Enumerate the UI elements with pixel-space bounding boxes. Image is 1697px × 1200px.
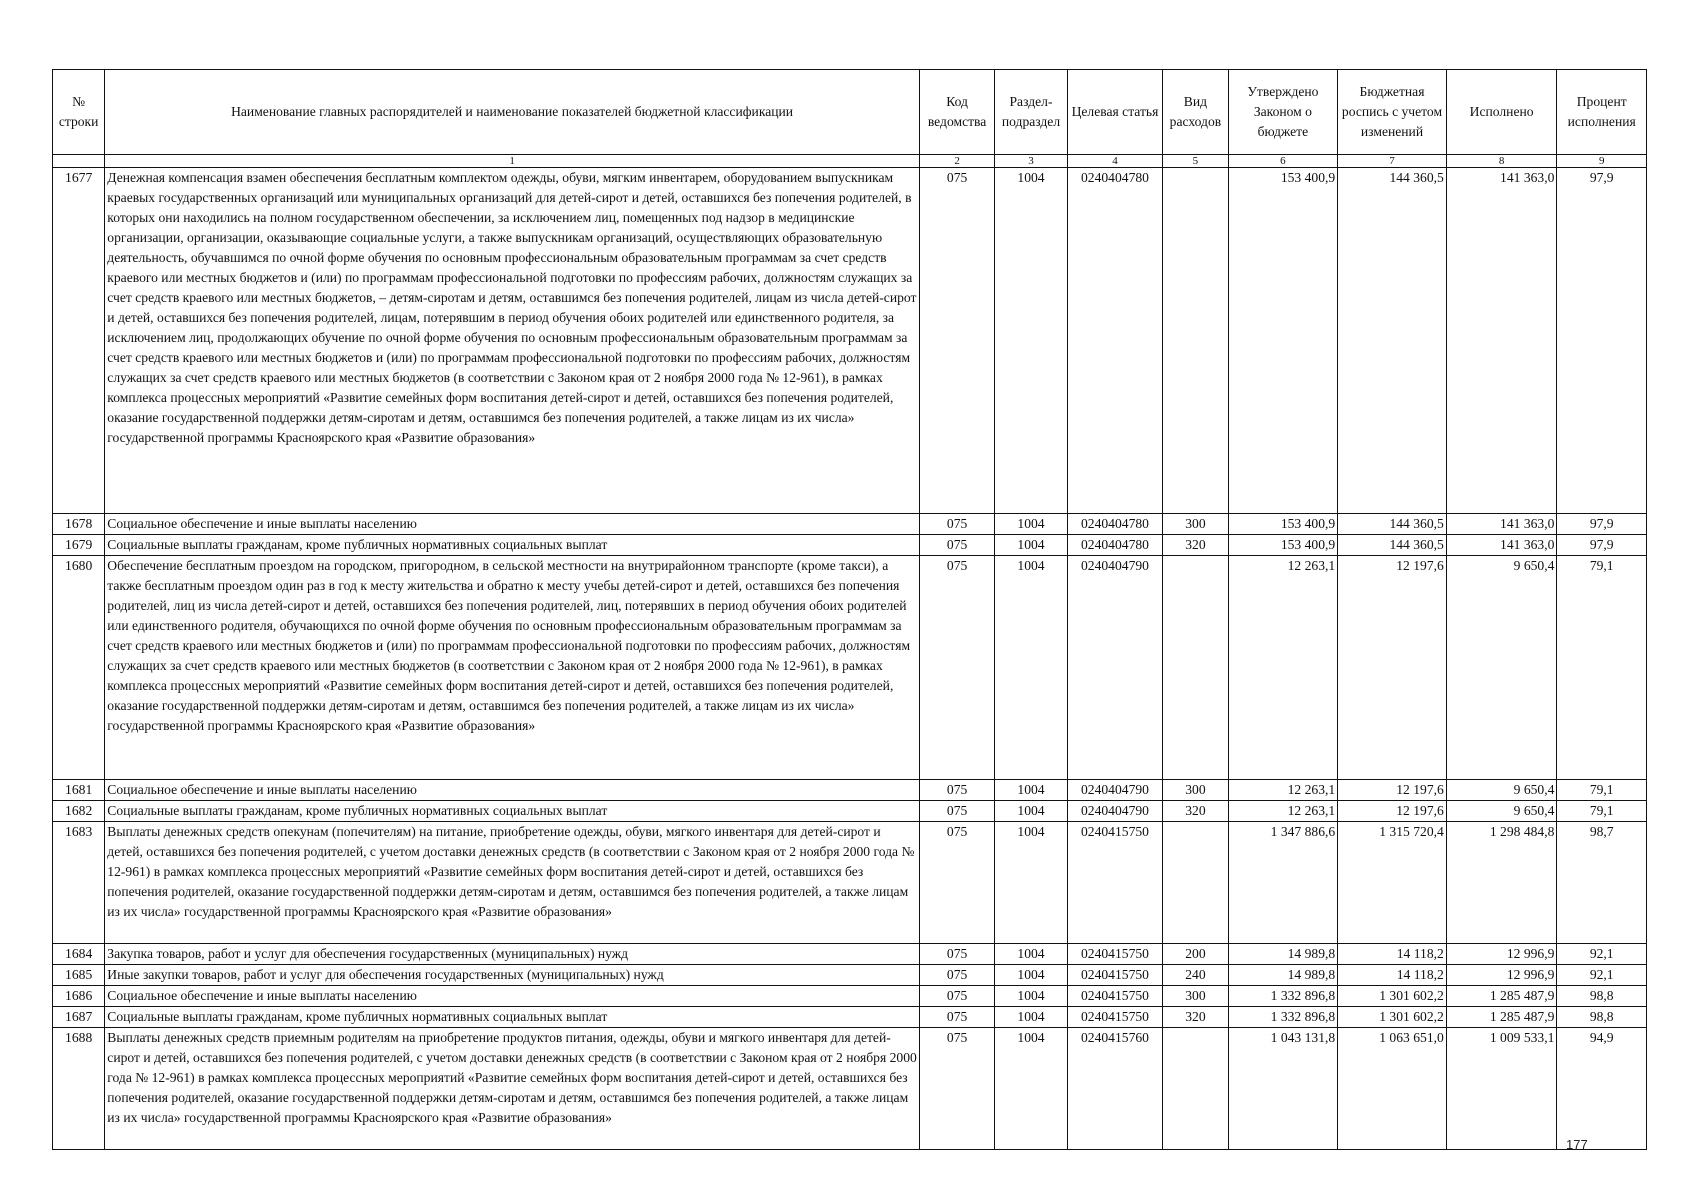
- dept-code: 075: [919, 822, 994, 944]
- dept-code: 075: [919, 965, 994, 986]
- budget-amount: 144 360,5: [1338, 514, 1447, 535]
- section-code: 1004: [995, 556, 1067, 780]
- execution-percent: 97,9: [1557, 168, 1647, 514]
- expense-type: 320: [1163, 801, 1228, 822]
- expense-type: 300: [1163, 780, 1228, 801]
- header-section: Раздел-подраздел: [995, 70, 1067, 155]
- dept-code: 075: [919, 1028, 994, 1150]
- budget-amount: 1 315 720,4: [1338, 822, 1447, 944]
- budget-amount: 12 197,6: [1338, 801, 1447, 822]
- section-code: 1004: [995, 168, 1067, 514]
- execution-percent: 92,1: [1557, 944, 1647, 965]
- target-article: 0240415760: [1067, 1028, 1163, 1150]
- table-row: [53, 535, 1647, 556]
- executed-amount: 12 996,9: [1446, 944, 1557, 965]
- row-number: 1688: [53, 1028, 105, 1150]
- row-name: Выплаты денежных средств опекунам (попечителям) на питание, приобретение одежды, обуви, мягкого инвентаря для детей-сирот и детей, оставшихся без попечения родителей, с учетом доставки денежных средств (в соответствии с Законом края от 2 ноября 2000 года № 12-961) в рамках комплекса процессных мероприятий «Развитие семейных форм воспитания детей-сирот и детей, оставшихся без попечения родителей, оказание государственной поддержки детям-сиротам и детям, оставшимся без попечения родителей, а также лицам из их числа» государственной программы Красноярского края «Развитие образования»: [105, 822, 920, 944]
- target-article: 0240415750: [1067, 965, 1163, 986]
- header-approved: Утверждено Законом о бюджете: [1228, 70, 1338, 155]
- section-code: 1004: [995, 514, 1067, 535]
- column-number-row: [53, 155, 1647, 168]
- header-expense-type: Вид расходов: [1163, 70, 1228, 155]
- approved-amount: 1 332 896,8: [1228, 986, 1338, 1007]
- dept-code: 075: [919, 944, 994, 965]
- row-number: 1681: [53, 780, 105, 801]
- column-number: 4: [1067, 155, 1163, 168]
- header-executed: Исполнено: [1446, 70, 1557, 155]
- expense-type: [1163, 822, 1228, 944]
- approved-amount: 12 263,1: [1228, 556, 1338, 780]
- row-name: Социальные выплаты гражданам, кроме публичных нормативных социальных выплат: [105, 1007, 920, 1028]
- table-row: [53, 986, 1647, 1007]
- budget-amount: 14 118,2: [1338, 944, 1447, 965]
- column-number: 3: [995, 155, 1067, 168]
- section-code: 1004: [995, 535, 1067, 556]
- budget-amount: 12 197,6: [1338, 556, 1447, 780]
- header-row-number: № строки: [53, 70, 105, 155]
- row-name: Выплаты денежных средств приемным родителям на приобретение продуктов питания, одежды, обуви и мягкого инвентаря для детей-сирот и детей, оставшихся без попечения родителей, с учетом доставки денежных средств (в соответствии с Законом края от 2 ноября 2000 года № 12-961) в рамках комплекса процессных мероприятий «Развитие семейных форм воспитания детей-сирот и детей, оставшихся без попечения родителей, оказание государственной поддержки детям-сиротам и детям, оставшимся без попечения родителей, а также лицам из их числа» государственной программы Красноярского края «Развитие образования»: [105, 1028, 920, 1150]
- executed-amount: 9 650,4: [1446, 801, 1557, 822]
- section-code: 1004: [995, 822, 1067, 944]
- section-code: 1004: [995, 944, 1067, 965]
- row-number: 1680: [53, 556, 105, 780]
- row-number: 1686: [53, 986, 105, 1007]
- dept-code: 075: [919, 556, 994, 780]
- header-target-article: Целевая статья: [1067, 70, 1163, 155]
- executed-amount: 141 363,0: [1446, 168, 1557, 514]
- executed-amount: 1 298 484,8: [1446, 822, 1557, 944]
- section-code: 1004: [995, 965, 1067, 986]
- row-number: 1677: [53, 168, 105, 514]
- row-number: 1687: [53, 1007, 105, 1028]
- column-number: 1: [105, 155, 920, 168]
- execution-percent: 79,1: [1557, 556, 1647, 780]
- budget-amount: 144 360,5: [1338, 168, 1447, 514]
- execution-percent: 79,1: [1557, 780, 1647, 801]
- approved-amount: 12 263,1: [1228, 780, 1338, 801]
- table-row: [53, 514, 1647, 535]
- target-article: 0240404780: [1067, 514, 1163, 535]
- dept-code: 075: [919, 168, 994, 514]
- column-number: 7: [1338, 155, 1447, 168]
- budget-table: [52, 69, 1647, 1150]
- execution-percent: 79,1: [1557, 801, 1647, 822]
- executed-amount: 9 650,4: [1446, 556, 1557, 780]
- executed-amount: 141 363,0: [1446, 514, 1557, 535]
- executed-amount: 12 996,9: [1446, 965, 1557, 986]
- header-budget-schedule: Бюджетная роспись с учетом изменений: [1338, 70, 1447, 155]
- approved-amount: 14 989,8: [1228, 965, 1338, 986]
- row-name: Иные закупки товаров, работ и услуг для обеспечения государственных (муниципальных) нужд: [105, 965, 920, 986]
- row-name: Социальное обеспечение и иные выплаты населению: [105, 514, 920, 535]
- approved-amount: 1 332 896,8: [1228, 1007, 1338, 1028]
- expense-type: [1163, 556, 1228, 780]
- section-code: 1004: [995, 1007, 1067, 1028]
- budget-amount: 12 197,6: [1338, 780, 1447, 801]
- dept-code: 075: [919, 801, 994, 822]
- column-number-blank: [53, 155, 105, 168]
- row-name: Закупка товаров, работ и услуг для обеспечения государственных (муниципальных) нужд: [105, 944, 920, 965]
- approved-amount: 14 989,8: [1228, 944, 1338, 965]
- budget-amount: 144 360,5: [1338, 535, 1447, 556]
- expense-type: 240: [1163, 965, 1228, 986]
- execution-percent: 97,9: [1557, 514, 1647, 535]
- executed-amount: 1 285 487,9: [1446, 986, 1557, 1007]
- budget-amount: 1 301 602,2: [1338, 986, 1447, 1007]
- executed-amount: 1 009 533,1: [1446, 1028, 1557, 1150]
- approved-amount: 153 400,9: [1228, 535, 1338, 556]
- row-number: 1679: [53, 535, 105, 556]
- expense-type: 200: [1163, 944, 1228, 965]
- approved-amount: 153 400,9: [1228, 514, 1338, 535]
- expense-type: [1163, 168, 1228, 514]
- section-code: 1004: [995, 986, 1067, 1007]
- table-row: [53, 168, 1647, 514]
- table-row: [53, 1028, 1647, 1150]
- expense-type: 320: [1163, 1007, 1228, 1028]
- target-article: 0240404780: [1067, 535, 1163, 556]
- header-name: Наименование главных распорядителей и наименование показателей бюджетной классификации: [105, 70, 920, 155]
- column-number: 6: [1228, 155, 1338, 168]
- target-article: 0240404790: [1067, 556, 1163, 780]
- row-name: Денежная компенсация взамен обеспечения бесплатным комплектом одежды, обуви, мягким инвентарем, оборудованием выпускникам краевых государственных организаций или муниципальных организаций для детей-сирот и детей, оставшихся без попечения родителей, в которых они находились на полном государственном обеспечении, за исключением лиц, помещенных под надзор в медицинские организации, организации, оказывающие социальные услуги, а также выпускникам организаций, осуществляющих образовательную деятельность, обучавшимся по очной форме обучения по основным профессиональным образовательным программам за счет средств краевого или местных бюджетов и (или) по программам профессиональной подготовки по профессиям рабочих, должностям служащих за счет средств краевого или местных бюджетов, – детям-сиротам и детям, оставшимся без попечения родителей, лицам из числа детей-сирот и детей, оставшихся без попечения родителей, лицам, потерявшим в период обучения обоих родителей или единственного родителя, за исключением лиц, продолжающих обучение по очной форме обучения по основным профессиональным образовательным программам за счет средств краевого или местных бюджетов и (или) по программам профессиональной подготовки по профессиям рабочих, должностям служащих за счет средств краевого или местных бюджетов (в соответствии с Законом края от 2 ноября 2000 года № 12-961), в рамках комплекса процессных мероприятий «Развитие семейных форм воспитания детей-сирот и детей, оставшихся без попечения родителей, оказание государственной поддержки детям-сиротам и детям, оставшимся без попечения родителей, а также лицам из их числа» государственной программы Красноярского края «Развитие образования»: [105, 168, 920, 514]
- budget-amount: 1 063 651,0: [1338, 1028, 1447, 1150]
- execution-percent: 98,7: [1557, 822, 1647, 944]
- executed-amount: 141 363,0: [1446, 535, 1557, 556]
- header-dept-code: Код ведомства: [919, 70, 994, 155]
- target-article: 0240415750: [1067, 944, 1163, 965]
- header-row: [53, 70, 1647, 155]
- section-code: 1004: [995, 801, 1067, 822]
- expense-type: 320: [1163, 535, 1228, 556]
- row-name: Социальное обеспечение и иные выплаты населению: [105, 780, 920, 801]
- budget-amount: 14 118,2: [1338, 965, 1447, 986]
- table-row: [53, 944, 1647, 965]
- row-name: Социальные выплаты гражданам, кроме публичных нормативных социальных выплат: [105, 801, 920, 822]
- row-number: 1685: [53, 965, 105, 986]
- target-article: 0240415750: [1067, 1007, 1163, 1028]
- table-row: [53, 780, 1647, 801]
- target-article: 0240404780: [1067, 168, 1163, 514]
- row-name: Обеспечение бесплатным проездом на городском, пригородном, в сельской местности на внутрирайонном транспорте (кроме такси), а также бесплатным проездом один раз в год к месту жительства и обратно к месту учебы детей-сирот и детей, оставшихся без попечения родителей, лиц из числа детей-сирот и детей, оставшихся без попечения родителей, лиц, потерявших в период обучения обоих родителей или единственного родителя, обучающихся по очной форме обучения по основным профессиональным образовательным программам за счет средств краевого или местных бюджетов и (или) по программам профессиональной подготовки по профессиям рабочих, должностям служащих за счет средств краевого или местных бюджетов (в соответствии с Законом края от 2 ноября 2000 года № 12-961), в рамках комплекса процессных мероприятий «Развитие семейных форм воспитания детей-сирот и детей, оставшихся без попечения родителей, оказание государственной поддержки детям-сиротам и детям, оставшимся без попечения родителей, а также лицам из их числа» государственной программы Красноярского края «Развитие образования»: [105, 556, 920, 780]
- budget-amount: 1 301 602,2: [1338, 1007, 1447, 1028]
- header-percent: Процент исполнения: [1557, 70, 1647, 155]
- target-article: 0240415750: [1067, 822, 1163, 944]
- execution-percent: 92,1: [1557, 965, 1647, 986]
- row-number: 1684: [53, 944, 105, 965]
- page-number: 177: [1566, 1137, 1588, 1152]
- executed-amount: 9 650,4: [1446, 780, 1557, 801]
- section-code: 1004: [995, 780, 1067, 801]
- dept-code: 075: [919, 1007, 994, 1028]
- target-article: 0240415750: [1067, 986, 1163, 1007]
- table-row: [53, 1007, 1647, 1028]
- execution-percent: 98,8: [1557, 1007, 1647, 1028]
- execution-percent: 94,9: [1557, 1028, 1647, 1150]
- approved-amount: 153 400,9: [1228, 168, 1338, 514]
- target-article: 0240404790: [1067, 801, 1163, 822]
- approved-amount: 1 347 886,6: [1228, 822, 1338, 944]
- row-number: 1683: [53, 822, 105, 944]
- approved-amount: 1 043 131,8: [1228, 1028, 1338, 1150]
- table-row: [53, 556, 1647, 780]
- row-number: 1678: [53, 514, 105, 535]
- column-number: 9: [1557, 155, 1647, 168]
- row-name: Социальное обеспечение и иные выплаты населению: [105, 986, 920, 1007]
- execution-percent: 98,8: [1557, 986, 1647, 1007]
- execution-percent: 97,9: [1557, 535, 1647, 556]
- table-row: [53, 965, 1647, 986]
- expense-type: [1163, 1028, 1228, 1150]
- dept-code: 075: [919, 780, 994, 801]
- dept-code: 075: [919, 514, 994, 535]
- row-number: 1682: [53, 801, 105, 822]
- table-body: [53, 168, 1647, 1150]
- row-name: Социальные выплаты гражданам, кроме публичных нормативных социальных выплат: [105, 535, 920, 556]
- column-number: 5: [1163, 155, 1228, 168]
- approved-amount: 12 263,1: [1228, 801, 1338, 822]
- executed-amount: 1 285 487,9: [1446, 1007, 1557, 1028]
- target-article: 0240404790: [1067, 780, 1163, 801]
- expense-type: 300: [1163, 986, 1228, 1007]
- dept-code: 075: [919, 535, 994, 556]
- section-code: 1004: [995, 1028, 1067, 1150]
- table-row: [53, 822, 1647, 944]
- expense-type: 300: [1163, 514, 1228, 535]
- column-number: 2: [919, 155, 994, 168]
- table-row: [53, 801, 1647, 822]
- column-number: 8: [1446, 155, 1557, 168]
- dept-code: 075: [919, 986, 994, 1007]
